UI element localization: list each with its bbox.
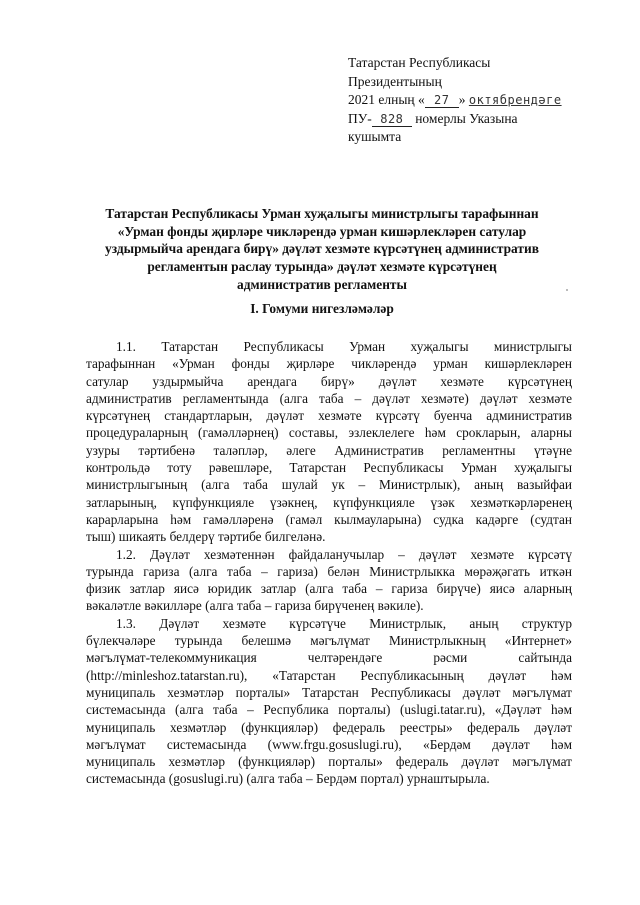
text-line: министрлыгының (алга таба шулай ук – Министрлык), аның вазыйфаи	[86, 477, 572, 493]
text-line: процедураларның (гамәлләрнең) составы, эзлеклелеге һәм срокларын, аларны	[86, 425, 572, 441]
approval-date-line	[348, 91, 598, 110]
text-line: муниципаль хезмәтләр порталы» Татарстан Республикасы дәүләт мәгълүмат	[86, 684, 572, 700]
date-prefix: 2021 елның «	[348, 92, 425, 107]
text-line: бүлекчәләре турында белешмә мәгълүмат Министрлыкның «Интернет»	[86, 633, 572, 649]
date-day: 27	[425, 93, 459, 108]
paragraph-1-1	[86, 338, 572, 546]
scan-dot	[566, 289, 568, 291]
title-line: административ регламенты	[237, 276, 407, 292]
paragraph-1-3	[86, 615, 572, 788]
date-month: октябрендәге	[468, 93, 562, 107]
text-line: тарафыннан «Урман фонды җирләре чикләрендә урман кишәрлекләрен	[86, 356, 572, 372]
title-line: уздырмыйча арендага бирү» дәүләт хезмәте күрсәтүнең административ	[105, 241, 539, 257]
title-line: Татарстан Республикасы Урман хуҗалыгы министрлыгы тарафыннан	[105, 206, 539, 221]
text-line: тыш) шикаять белдерү тәртибе билгеләнә.	[86, 529, 326, 545]
text-line: сатулар уздырмыйча арендага бирү» дәүләт хезмәте күрсәтүнең	[86, 373, 572, 389]
approval-stamp	[348, 54, 598, 147]
title-line: «Урман фонды җирләре чикләрендә урман кишәрлекләрен сатулар	[117, 223, 527, 239]
number-suffix: номерлы Указына	[411, 110, 518, 126]
decree-number: 828	[372, 112, 412, 127]
approval-line-appendix: кушымта	[348, 129, 402, 144]
number-prefix: ПУ-	[348, 110, 372, 126]
text-line: (http://minleshoz.tatarstan.ru), «Татарстан Республикасының дәүләт һәм	[86, 667, 572, 683]
text-line: вәкаләтле вәкилләре (алга таба – гариза бирүченең вәкиле).	[86, 598, 424, 614]
text-line: узуры тәртибенә таләпләр, әлеге Административ регламентны үтәүне	[86, 442, 572, 458]
paragraph-1-2	[86, 546, 572, 615]
text-line: 1.2. Дәүләт хезмәтеннән файдаланучылар – дәүләт хезмәте күрсәтү	[116, 546, 572, 562]
text-line: мәгълүмат системасында (www.frgu.gosuslugi.ru), «Бердәм дәүләт һәм	[86, 736, 572, 752]
approval-line-president: Президентының	[348, 73, 442, 89]
text-line: муниципаль хезмәтләр (функцияләр) порталы» федераль дәүләт мәгълүмат	[86, 754, 572, 770]
title-line: регламентын раслау турында» дәүләт хезмәте күрсәтүнең	[147, 259, 497, 275]
text-line: системасында (алга таба – Республика порталы) (uslugi.tatar.ru), «Дәүләт һәм	[86, 702, 572, 718]
text-line: мәгълүмат-телекоммуникация челтәрендәге рәсми сайтында	[86, 650, 572, 666]
text-line: карарларына һәм гамәлләренә (гамәл кылмауларына) судка кадәрге (судтан	[86, 511, 572, 527]
date-mid: »	[458, 92, 466, 107]
text-line: 1.1. Татарстан Республикасы Урман хуҗалыгы министрлыгы	[116, 339, 572, 354]
text-line: контрольдә тоту рәвешләре, Татарстан Республикасы Урман хуҗалыгы	[86, 460, 572, 476]
approval-line-republic: Татарстан Республикасы	[348, 55, 491, 70]
section-heading: I. Гомуми нигезләмәләр	[250, 301, 394, 316]
text-line: 1.3. Дәүләт хезмәте күрсәтүче Министрлык, аның структур	[116, 615, 572, 631]
document-title	[62, 205, 582, 294]
text-line: затларының, күпфункцияле үзәкнең, күпфункцияле үзәк хезмәткәрләренең	[86, 494, 572, 510]
text-line: административ регламентында (алга таба – дәүләт хезмәте) дәүләт хезмәте	[86, 390, 572, 406]
text-line: физик затлар яисә юридик затлар (алга таба – гариза бирүче) яисә аларның	[86, 581, 572, 597]
document-body	[86, 338, 572, 788]
text-line: муниципаль хезмәтләр (функцияләр) федераль реестры» федераль дәүләт	[86, 719, 572, 735]
text-line: турында гариза (алга таба – гариза) белән Министрлыкка мөрәҗәгать иткән	[86, 563, 572, 579]
approval-number-line	[348, 110, 598, 129]
text-line: күрсәтүнең стандартларын, дәүләт хезмәте күрсәтү буенча административ	[86, 408, 572, 424]
text-line: системасында (gosuslugi.ru) (алга таба – Бердәм портал) урнаштырыла.	[86, 771, 490, 787]
